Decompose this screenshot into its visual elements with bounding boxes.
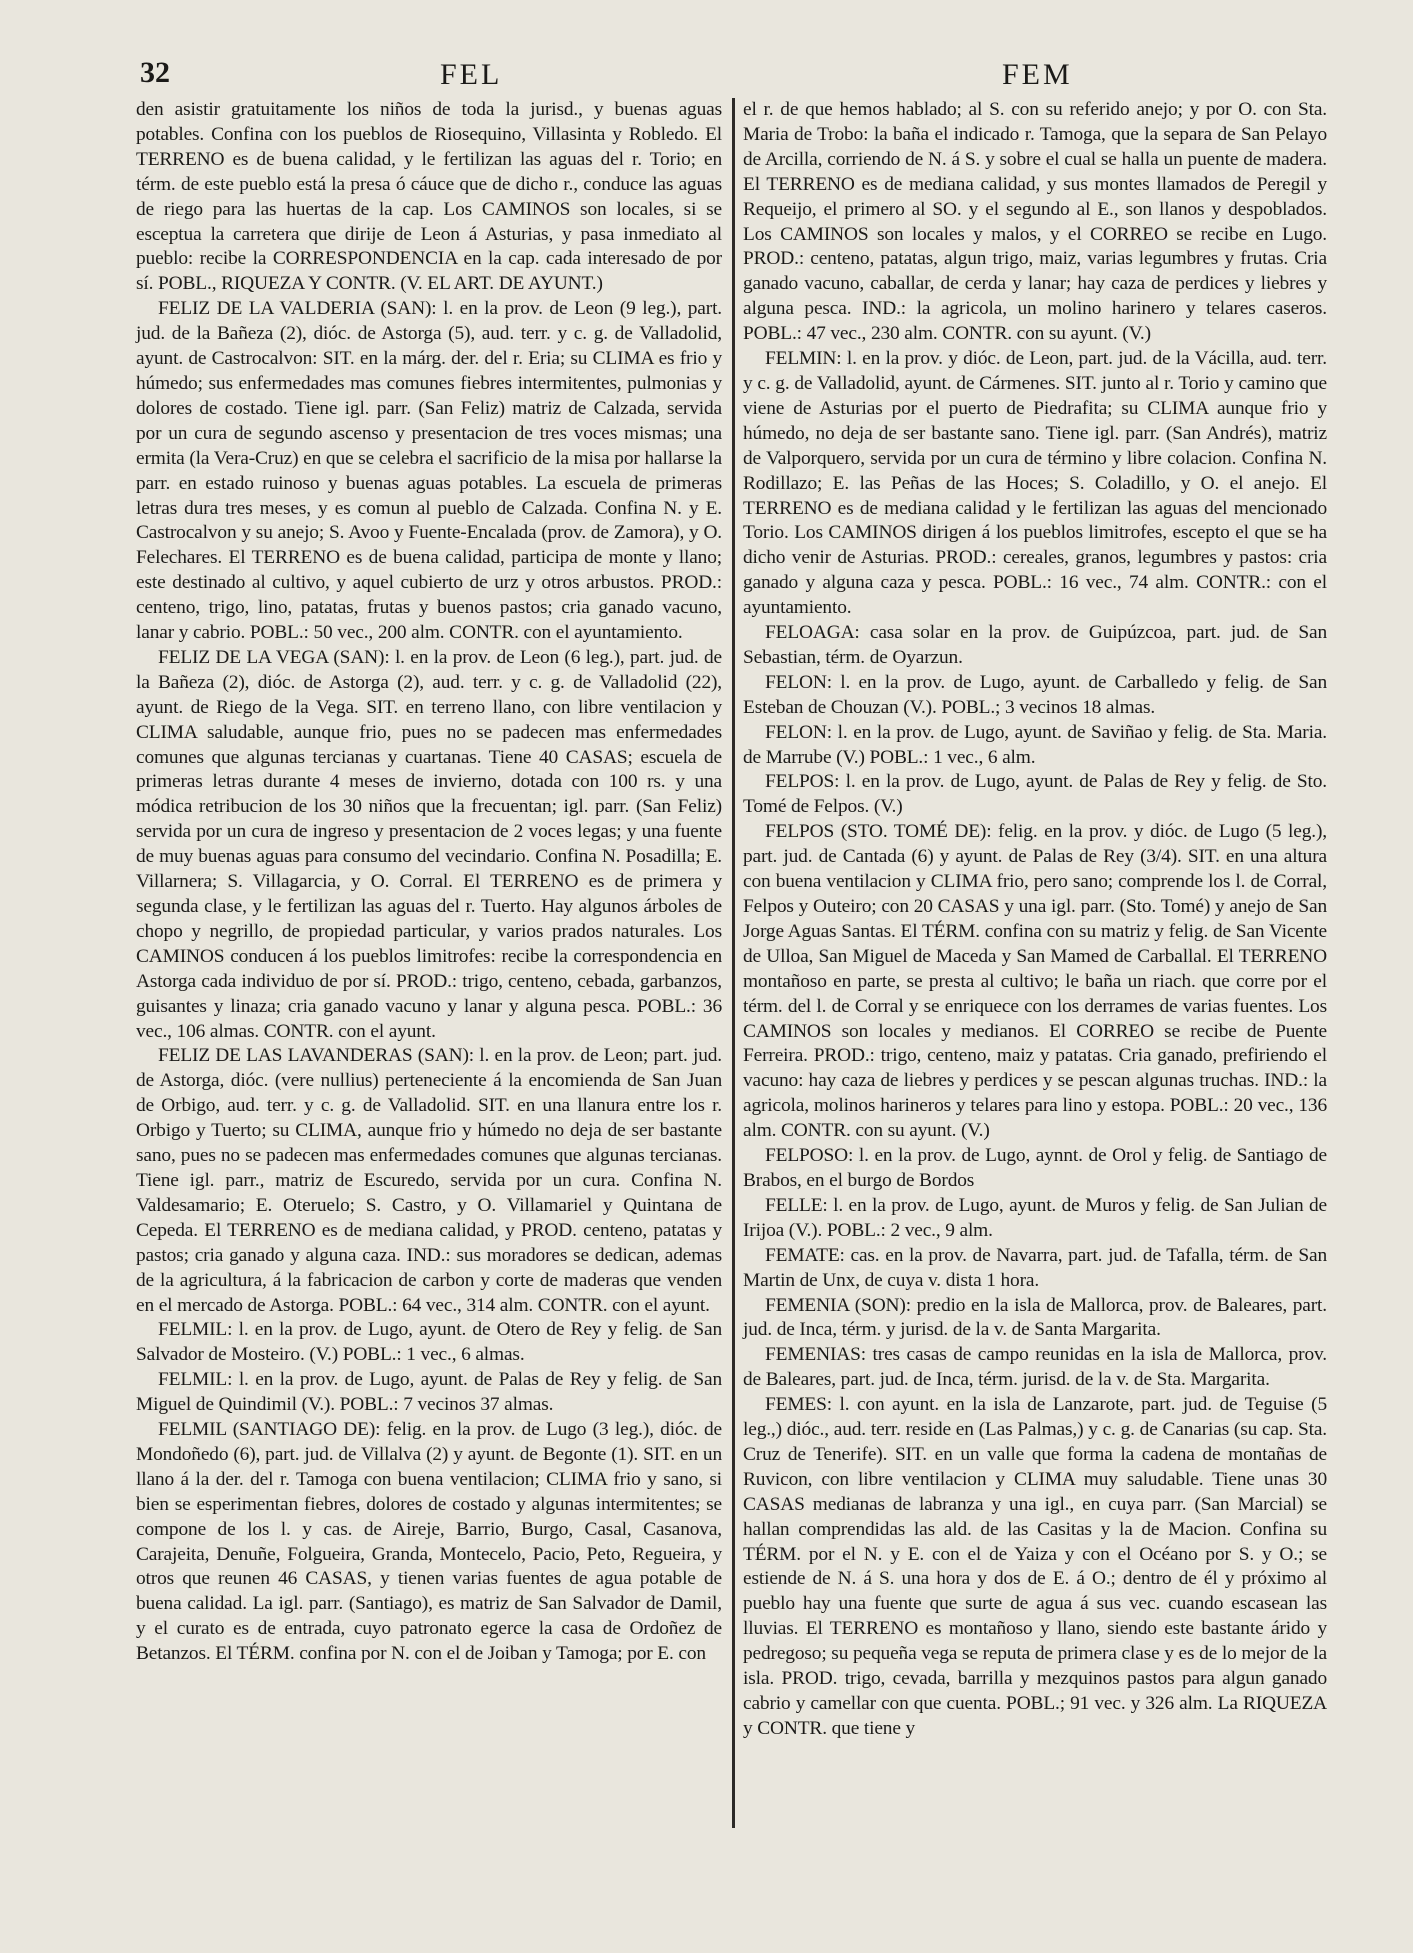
entry-felon-savinao: FELON: l. en la prov. de Lugo, ayunt. de Saviñao y felig. de Sta. Maria. de Marrube (V.) POBL.: 1 vec., 6 alm. [743,721,1327,768]
entry-femate: FEMATE: cas. en la prov. de Navarra, part. jud. de Tafalla, térm. de San Martin de Unx, de cuya v. dista 1 hora. [743,1244,1327,1291]
entry-felle: FELLE: l. en la prov. de Lugo, ayunt. de Muros y felig. de San Julian de Irijoa (V.). POBL.: 2 vec., 9 alm. [743,1194,1327,1241]
left-column [136,98,722,1667]
entry-felmil-palas: FELMIL: l. en la prov. de Lugo, ayunt. de Palas de Rey y felig. de San Miguel de Quindimil (V.). POBL.: 7 vecinos 37 almas. [136,1369,722,1416]
page-number: 32 [140,56,170,89]
entry-continuation: den asistir gratuitamente los niños de toda la jurisd., y buenas aguas potables. Confina con los pueblos de Riosequino, Villasinta y Robledo. El TERRENO es de buena calidad, y le fertilizan las aguas del r. Torio; en térm. de este pueblo está la presa ó cáuce que de dicho r., conduce las aguas de riego para las huertas de la cap. Los CAMINOS son locales, si se esceptua la carretera que dirije de Leon á Asturias, y pasa inmediato al pueblo: recibe la CORRESPONDENCIA en la cap. cada interesado de por sí. POBL., RIQUEZA Y CONTR. (V. EL ART. DE AYUNT.) [136,99,722,295]
entry-felpos-sto-tome: FELPOS (STO. TOMÉ DE): felig. en la prov. y dióc. de Lugo (5 leg.), part. jud. de Cantada (6) y ayunt. de Palas de Rey (3/4). SIT. en una altura con buena ventilacion y CLIMA frio, pero sano; comprende los l. de Corral, Felpos y Outeiro; con 20 CASAS y una igl. parr. (Sto. Tomé) y anejo de San Jorge Aguas Santas. El TÉRM. confina con su matriz y felig. de San Vicente de Ulloa, San Miguel de Maceda y San Mamed de Carballal. El TERRENO montañoso en parte, se presta al cultivo; le baña un riach. que corre por el térm. del l. de Corral y se enriquece con los derrames de varias fuentes. Los CAMINOS son locales y medianos. El CORREO se recibe de Puente Ferreira. PROD.: trigo, centeno, maiz y patatas. Cria ganado, prefiriendo el vacuno: hay caza de liebres y perdices y se pescan algunas truchas. IND.: la agricola, molinos harineros y telares para lino y estopa. POBL.: 20 vec., 136 alm. CONTR. con su ayunt. (V.) [743,821,1327,1142]
entry-felon-carballedo: FELON: l. en la prov. de Lugo, ayunt. de Carballedo y felig. de San Esteban de Chouzan (V.). POBL.; 3 vecinos 18 almas. [743,671,1327,718]
column-divider [732,98,735,1828]
entry-femenia: FEMENIA (SON): predio en la isla de Mallorca, prov. de Baleares, part. jud. de Inca, térm. y jurisd. de la v. de Santa Margarita. [743,1294,1327,1341]
entry-femes: FEMES: l. con ayunt. en la isla de Lanzarote, part. jud. de Teguise (5 leg.,) dióc., aud. terr. reside en (Las Palmas,) y c. g. de Canarias (su cap. Sta. Cruz de Tenerife). SIT. en un valle que forma la cadena de montañas de Ruvicon, con libre ventilacion y CLIMA muy saludable. Tiene unas 30 CASAS medianas de labranza y una igl., en cuya parr. (San Marcial) se hallan comprendidas las ald. de las Casitas y la de Macion. Confina su TÉRM. por el N. y E. con el de Yaiza y con el Océano por S. y O.; se estiende de N. á S. una hora y dos de E. á O.; dentro de él y próximo al pueblo hay una fuente que surte de agua á sus vec. cuando escasean las lluvias. El TERRENO es montañoso y llano, siendo este bastante árido y pedregoso; su pequeña vega se reputa de primera clase y es de lo mejor de la isla. PROD. trigo, cevada, barrilla y mezquinos pastos para algun ganado cabrio y camellar con que cuenta. POBL.; 91 vec. y 326 alm. La RIQUEZA y CONTR. que tiene y [743,1394,1327,1739]
left-running-head: FEL [440,58,503,91]
entry-feliz-de-la-valderia: FELIZ DE LA VALDERIA (SAN): l. en la prov. de Leon (9 leg.), part. jud. de la Bañeza (2), dióc. de Astorga (5), aud. terr. y c. g. de Valladolid, ayunt. de Castrocalvon: SIT. en la márg. der. del r. Eria; su CLIMA es frio y húmedo; sus enfermedades mas comunes fiebres intermitentes, pulmonias y dolores de costado. Tiene igl. parr. (San Feliz) matriz de Calzada, servida por un cura de segundo ascenso y presentacion de tres voces mismas; una ermita (la Vera-Cruz) en que se celebra el sacrificio de la misa por hallarse la parr. en estado ruinoso y buenas aguas potables. La escuela de primeras letras dura tres meses, y es comun al pueblo de Calzada. Confina N. y E. Castrocalvon y su anejo; S. Avoo y Fuente-Encalada (prov. de Zamora), y O. Felechares. El TERRENO es de buena calidad, participa de monte y llano; este destinado al cultivo, y aquel cubierto de urz y otros arbustos. PROD.: centeno, trigo, lino, patatas, frutas y buenos pastos; cria ganado vacuno, lanar y cabrio. POBL.: 50 vec., 200 alm. CONTR. con el ayuntamiento. [136,298,722,644]
entry-feliz-de-las-lavanderas: FELIZ DE LAS LAVANDERAS (SAN): l. en la prov. de Leon; part. jud. de Astorga, dióc. (vere nullius) perteneciente á la encomienda de San Juan de Orbigo, aud. terr. y c. g. de Valladolid. SIT. en una llanura entre los r. Orbigo y Tuerto; su CLIMA, aunque frio y húmedo no deja de ser bastante sano, pues no se padecen mas enfermedades comunes que algunas tercianas. Tiene igl. parr., matriz de Escuredo, servida por un cura. Confina N. Valdesamario; E. Oteruelo; S. Castro, y O. Villamariel y Quintana de Cepeda. El TERRENO es de mediana calidad, y PROD. centeno, patatas y pastos; cria ganado y alguna caza. IND.: sus moradores se dedican, ademas de la agricultura, á la fabricacion de carbon y corte de maderas que venden en el mercado de Astorga. POBL.: 64 vec., 314 alm. CONTR. con el ayunt. [136,1045,722,1316]
right-column [743,98,1327,1742]
entry-felposo: FELPOSO: l. en la prov. de Lugo, aynnt. de Orol y felig. de Santiago de Brabos, en el burgo de Bordos [743,1145,1327,1191]
entry-feliz-de-la-vega: FELIZ DE LA VEGA (SAN): l. en la prov. de Leon (6 leg.), part. jud. de la Bañeza (2), dióc. de Astorga (2), aud. terr. y c. g. de Valladolid (22), ayunt. de Riego de la Vega. SIT. en terreno llano, con libre ventilacion y CLIMA saludable, aunque frio, pues no se padecen mas enfermedades comunes que algunas tercianas y cuartanas. Tiene 40 CASAS; escuela de primeras letras durante 4 meses de invierno, dotada con 100 rs. y una módica retribucion de los 30 niños que la frecuentan; igl. parr. (San Feliz) servida por un cura de ingreso y presentacion de 2 voces legas; y una fuente de muy buenas aguas para consumo del vecindario. Confina N. Posadilla; E. Villarnera; S. Villagarcia, y O. Corral. El TERRENO es de primera y segunda clase, y le fertilizan las aguas del r. Tuerto. Hay algunos árboles de chopo y negrillo, de propiedad particular, y varios prados naturales. Los CAMINOS conducen á los pueblos limitrofes: recibe la correspondencia en Astorga cada individuo de por sí. PROD.: trigo, centeno, cebada, garbanzos, guisantes y linaza; cria ganado vacuno y lanar y alguna pesca. POBL.: 36 vec., 106 almas. CONTR. con el ayunt. [136,646,722,1042]
entry-femenias: FEMENIAS: tres casas de campo reunidas en la isla de Mallorca, prov. de Baleares, part. jud. de Inca, térm. jurisd. de la v. de Sta. Margarita. [743,1344,1327,1391]
entry-felmin: FELMIN: l. en la prov. y dióc. de Leon, part. jud. de la Vácilla, aud. terr. y c. g. de Valladolid, ayunt. de Cármenes. SIT. junto al r. Torio y camino que viene de Asturias por el puerto de Piedrafita; su CLIMA aunque frio y húmedo, no deja de ser bastante sano. Tiene igl. parr. (San Andrés), matriz de Valporquero, servida por un cura de término y libre colacion. Confina N. Rodillazo; E. las Peñas de las Hoces; S. Coladillo, y O. el anejo. El TERRENO es de mediana calidad y le fertilizan las aguas del mencionado Torio. Los CAMINOS dirigen á los pueblos limitrofes, escepto el que se ha dicho venir de Asturias. PROD.: cereales, granos, legumbres y pastos: cria ganado y alguna caza y pesca. POBL.: 16 vec., 74 alm. CONTR.: con el ayuntamiento. [743,348,1327,619]
entry-felpos: FELPOS: l. en la prov. de Lugo, ayunt. de Palas de Rey y felig. de Sto. Tomé de Felpos. (V.) [743,771,1327,818]
entry-continuation-felmil: el r. de que hemos hablado; al S. con su referido anejo; y por O. con Sta. Maria de Trobo: la baña el indicado r. Tamoga, que la separa de San Pelayo de Arcilla, corriendo de N. á S. y sobre el cual se halla un puente de madera. El TERRENO es de mediana calidad, y sus montes llamados de Peregil y Requeijo, el primero al SO. y el segundo al E., son llanos y despoblados. Los CAMINOS son locales y malos, y el CORREO se recibe en Lugo. PROD.: centeno, patatas, algun trigo, maiz, varias legumbres y frutas. Cria ganado vacuno, caballar, de cerda y lanar; hay caza de perdices y liebres y alguna pesca. IND.: la agricola, un molino harinero y telares caseros. POBL.: 47 vec., 230 alm. CONTR. con su ayunt. (V.) [743,99,1327,345]
entry-felmil-santiago: FELMIL (SANTIAGO DE): felig. en la prov. de Lugo (3 leg.), dióc. de Mondoñedo (6), part. jud. de Villalva (2) y ayunt. de Begonte (1). SIT. en un llano á la der. del r. Tamoga con buena ventilacion; CLIMA frio y sano, si bien se esperimentan fiebres, dolores de costado y algunas intermitentes; se compone de los l. y cas. de Aireje, Barrio, Burgo, Casal, Casanova, Carajeita, Denuñe, Folgueira, Granda, Montecelo, Pacio, Peto, Regueira, y otros que reunen 46 CASAS, y tienen varias fuentes de agua potable de buena calidad. La igl. parr. (Santiago), es matriz de San Salvador de Damil, y el curato es de entrada, cuyo patronato egerce la casa de Ordoñez de Betanzos. El TÉRM. confina por N. con el de Joiban y Tamoga; por E. con [136,1419,722,1665]
running-header [0,50,1413,98]
entry-feloaga: FELOAGA: casa solar en la prov. de Guipúzcoa, part. jud. de San Sebastian, térm. de Oyarzun. [743,622,1327,668]
entry-felmil-otero: FELMIL: l. en la prov. de Lugo, ayunt. de Otero de Rey y felig. de San Salvador de Mosteiro. (V.) POBL.: 1 vec., 6 almas. [136,1319,722,1366]
right-running-head: FEM [1002,58,1073,91]
